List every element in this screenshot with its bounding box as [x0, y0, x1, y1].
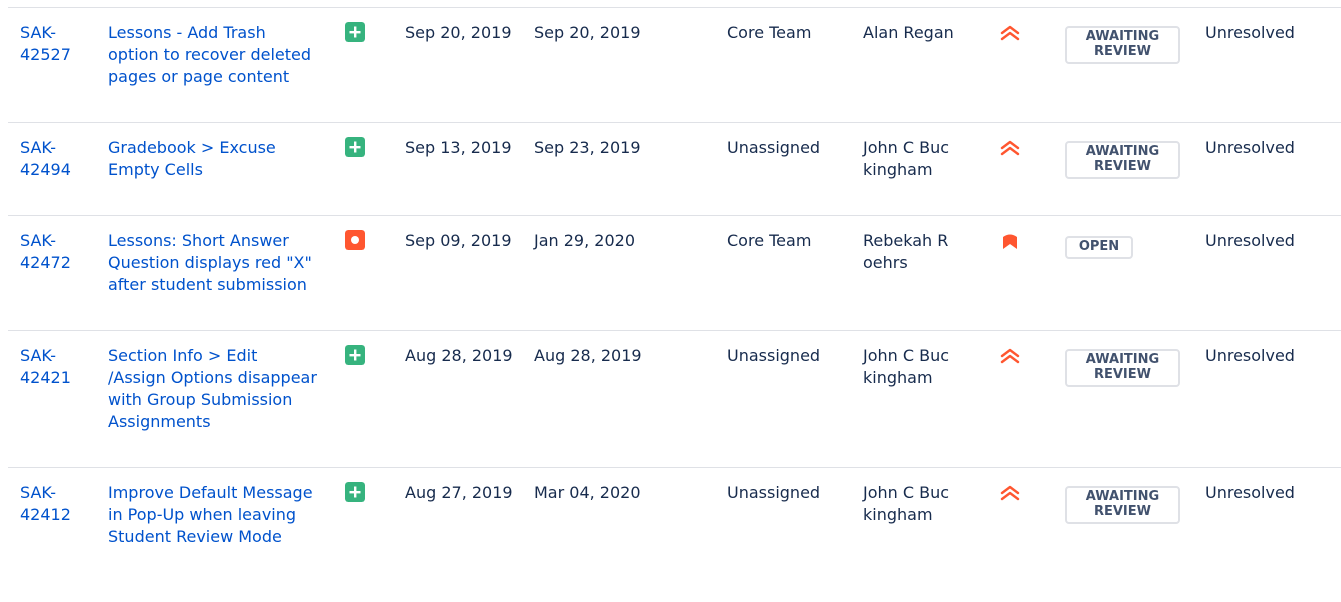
created-date: Sep 20, 2019 — [405, 23, 512, 42]
issue-summary-link[interactable]: Lessons: Short Answer Question displays red "X" after student submission — [108, 231, 312, 294]
resolution: Unresolved — [1205, 346, 1295, 365]
priority-major-double-chevron-icon — [999, 23, 1021, 45]
table-row — [0, 8, 1341, 123]
issue-key-link[interactable]: SAK-42527 — [20, 23, 71, 64]
reporter: John C Buckingham — [863, 346, 950, 387]
reporter: Rebekah Roehrs — [863, 231, 949, 272]
improvement-plus-icon — [345, 345, 365, 365]
assignee: Unassigned — [727, 483, 821, 502]
table-row — [0, 468, 1341, 602]
status-lozenge: OPEN — [1065, 236, 1133, 259]
priority-major-double-chevron-icon — [999, 138, 1021, 160]
issue-summary-link[interactable]: Improve Default Message in Pop-Up when leaving Student Review Mode — [108, 483, 313, 546]
table-row — [0, 331, 1341, 468]
status-badge — [1065, 349, 1180, 387]
status-badge — [1065, 141, 1180, 179]
status-lozenge: AWAITING REVIEW — [1065, 349, 1180, 387]
issue-summary-link[interactable]: Section Info > Edit /Assign Options disappear with Group Submission Assignments — [108, 346, 317, 431]
bug-dot-icon — [345, 230, 365, 250]
issue-key-link[interactable]: SAK-42421 — [20, 346, 71, 387]
reporter: Alan Regan — [863, 23, 954, 42]
priority-major-double-chevron-icon — [999, 346, 1021, 368]
improvement-plus-icon — [345, 137, 365, 157]
issue-key-link[interactable]: SAK-42412 — [20, 483, 71, 524]
resolution: Unresolved — [1205, 231, 1295, 250]
issue-summary-link[interactable]: Lessons - Add Trash option to recover deleted pages or page content — [108, 23, 312, 86]
reporter: John C Buckingham — [863, 138, 950, 179]
updated-date: Sep 20, 2019 — [534, 23, 641, 42]
updated-date: Mar 04, 2020 — [534, 483, 641, 502]
resolution: Unresolved — [1205, 483, 1295, 502]
status-badge — [1065, 486, 1180, 524]
assignee: Unassigned — [727, 138, 821, 157]
status-lozenge: AWAITING REVIEW — [1065, 141, 1180, 179]
table-row — [0, 216, 1341, 331]
issue-key-link[interactable]: SAK-42494 — [20, 138, 71, 179]
created-date: Aug 28, 2019 — [405, 346, 513, 365]
created-date: Sep 09, 2019 — [405, 231, 512, 250]
updated-date: Jan 29, 2020 — [534, 231, 635, 250]
priority-critical-block-icon — [999, 231, 1021, 253]
issue-key-link[interactable]: SAK-42472 — [20, 231, 71, 272]
created-date: Aug 27, 2019 — [405, 483, 513, 502]
resolution: Unresolved — [1205, 23, 1295, 42]
issue-summary-link[interactable]: Gradebook > Excuse Empty Cells — [108, 138, 276, 179]
improvement-plus-icon — [345, 482, 365, 502]
improvement-plus-icon — [345, 22, 365, 42]
resolution: Unresolved — [1205, 138, 1295, 157]
table-row — [0, 123, 1341, 216]
assignee: Unassigned — [727, 346, 821, 365]
created-date: Sep 13, 2019 — [405, 138, 512, 157]
status-badge — [1065, 234, 1133, 259]
priority-major-double-chevron-icon — [999, 483, 1021, 505]
assignee: Core Team — [727, 231, 812, 250]
status-lozenge: AWAITING REVIEW — [1065, 26, 1180, 64]
status-lozenge: AWAITING REVIEW — [1065, 486, 1180, 524]
updated-date: Aug 28, 2019 — [534, 346, 642, 365]
assignee: Core Team — [727, 23, 812, 42]
updated-date: Sep 23, 2019 — [534, 138, 641, 157]
status-badge — [1065, 26, 1180, 64]
reporter: John C Buckingham — [863, 483, 950, 524]
